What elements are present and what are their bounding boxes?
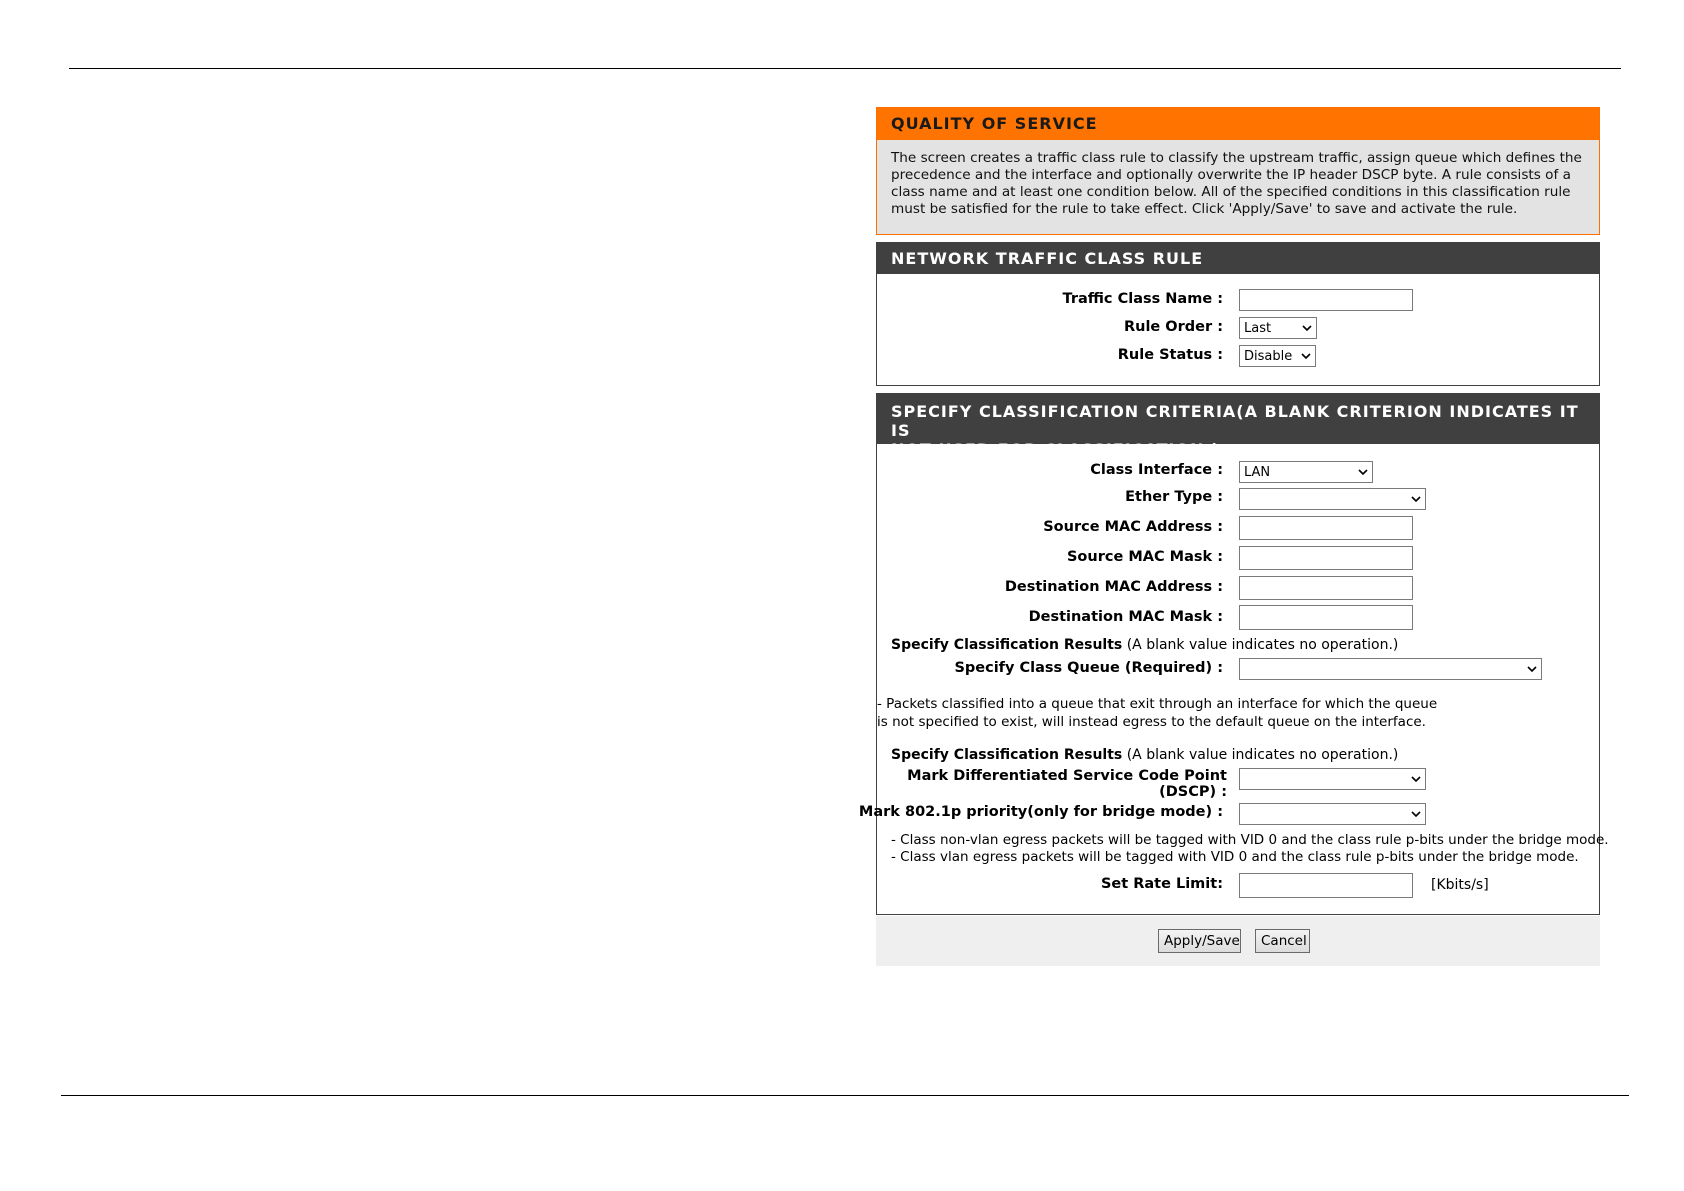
qos-panel [876,107,1600,235]
classification-results-heading-2 [891,747,1398,763]
rule-status-select[interactable] [1239,345,1316,367]
rule-order-select[interactable] [1239,317,1317,339]
dscp-label [907,768,1227,800]
qos-title: QUALITY OF SERVICE [877,108,1599,140]
dscp-label-line-1: Mark Differentiated Service Code Point [907,768,1227,784]
page-top-rule [69,68,1621,69]
destination-mac-mask-label: Destination MAC Mask : [1028,609,1223,625]
class-queue-select[interactable] [1239,658,1542,680]
source-mac-mask-input[interactable] [1239,546,1413,570]
class-interface-select[interactable] [1239,461,1373,483]
rate-limit-label: Set Rate Limit: [1100,876,1223,892]
rate-limit-input[interactable] [1239,873,1413,898]
traffic-class-name-label: Traffic Class Name : [1062,291,1223,307]
chevron-down-icon [1527,664,1537,674]
criteria-title-line-1: SPECIFY CLASSIFICATION CRITERIA(A BLANK CRITERION INDICATES IT IS [891,402,1579,440]
dscp-select[interactable] [1239,768,1426,790]
queue-note-line-1: - Packets classified into a queue that exit through an interface for which the queue [877,696,1438,712]
traffic-class-name-input[interactable] [1239,289,1413,311]
dscp-label-line-2: (DSCP) : [1159,784,1227,800]
priority-label: Mark 802.1p priority(only for bridge mode) : [858,804,1223,820]
chevron-down-icon [1358,467,1368,477]
chevron-down-icon [1411,494,1421,504]
classification-criteria-title [877,394,1599,459]
bridge-note-line-2: - Class vlan egress packets will be tagged with VID 0 and the class rule p-bits under the bridge mode. [891,849,1579,865]
chevron-down-icon [1411,774,1421,784]
page-bottom-rule [61,1095,1629,1096]
rate-limit-unit: [Kbits/s] [1431,877,1489,893]
ether-type-label: Ether Type : [1125,489,1223,505]
destination-mac-label: Destination MAC Address : [1004,579,1223,595]
results-heading-note: (A blank value indicates no operation.) [1126,747,1399,763]
queue-note [877,695,1437,731]
results-heading-note: (A blank value indicates no operation.) [1126,637,1399,653]
destination-mac-input[interactable] [1239,576,1413,600]
class-interface-label: Class Interface : [1090,462,1223,478]
qos-description: The screen creates a traffic class rule to classify the upstream traffic, assign queue which defines the precedence and the interface and optionally overwrite the IP header DSCP byte. A rule consists of a class name and at least one condition below. All of the specified conditions in this classification rule must be satisfied for the rule to take effect. Click 'Apply/Save' to save and activate the rule. [891,150,1582,217]
bridge-mode-note [891,832,1609,866]
bridge-note-line-1: - Class non-vlan egress packets will be tagged with VID 0 and the class rule p-bits under the bridge mode. [891,832,1609,848]
traffic-class-rule-panel [876,242,1600,386]
traffic-class-rule-title: NETWORK TRAFFIC CLASS RULE [877,243,1599,274]
classification-criteria-panel [858,393,1609,915]
source-mac-mask-label: Source MAC Mask : [1066,549,1223,565]
destination-mac-mask-input[interactable] [1239,605,1413,630]
chevron-down-icon [1302,323,1312,333]
classification-results-heading-1 [891,637,1398,653]
rule-status-value: Disable [1244,348,1293,364]
results-heading: Specify Classification Results [891,747,1123,763]
rule-status-label: Rule Status : [1117,347,1223,363]
rule-order-label: Rule Order : [1123,319,1223,335]
criteria-title-line-2: NOT USED FOR CLASSIFICATION.) [891,440,1220,459]
cancel-button[interactable]: Cancel [1255,929,1310,953]
chevron-down-icon [1301,351,1311,361]
source-mac-input[interactable] [1239,516,1413,540]
class-interface-value: LAN [1244,464,1271,480]
form-footer [876,916,1600,966]
results-heading: Specify Classification Results [891,637,1123,653]
priority-select[interactable] [1239,803,1426,825]
source-mac-label: Source MAC Address : [1043,519,1223,535]
chevron-down-icon [1411,809,1421,819]
rule-order-value: Last [1244,320,1272,336]
class-queue-label: Specify Class Queue (Required) : [954,660,1223,676]
ether-type-select[interactable] [1239,488,1426,510]
queue-note-line-2: is not specified to exist, will instead egress to the default queue on the interface. [877,714,1426,730]
apply-save-button[interactable]: Apply/Save [1158,929,1241,953]
